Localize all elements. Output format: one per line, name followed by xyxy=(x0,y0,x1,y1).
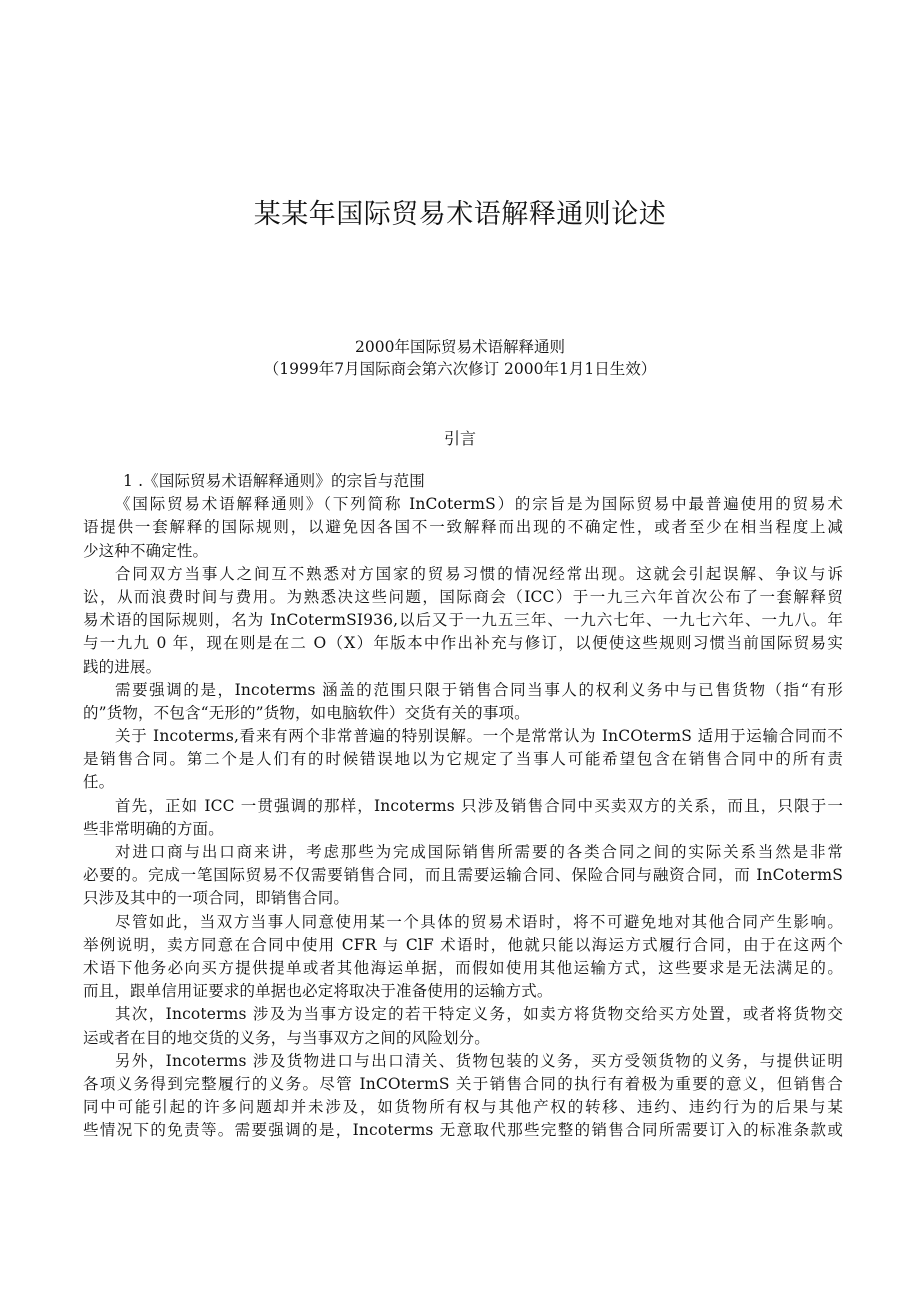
document-revision-note: （1999年7月国际商会第六次修订 2000年1月1日生效） xyxy=(263,360,657,378)
paragraph-line: 必要的。完成一笔国际贸易不仅需要销售合同，而且需要运输合同、保险合同与融资合同，而 InCotermS xyxy=(83,866,843,885)
document-body xyxy=(83,470,843,1142)
paragraph-line: 《国际贸易术语解释通则》（下列简称 InCotermS）的宗旨是为国际贸易中最普遍使用的贸易术 xyxy=(115,495,843,514)
paragraph-line: 与一九九 0 年，现在则是在二 O（X）年版本中作出补充与修订，以便使这些规则习惯当前国际贸易实 xyxy=(83,634,843,653)
paragraph-line: 任。 xyxy=(83,773,115,792)
paragraph-line: 易术语的国际规则，名为 InCotermSI936,以后又于一九五三年、一九六七年、一九七六年、一九八。年 xyxy=(83,611,843,630)
paragraph xyxy=(83,841,843,911)
paragraph-line: 各项义务得到完整履行的义务。尽管 InCOtermS 关于销售合同的执行有着极为重要的意义，但销售合 xyxy=(83,1074,843,1093)
paragraph-line: 同中可能引起的许多问题却并未涉及，如货物所有权与其他产权的转移、违约、违约行为的后果与某 xyxy=(83,1098,843,1117)
document-subtitle: 2000年国际贸易术语解释通则 xyxy=(355,338,565,356)
paragraph-line: 其次，Incoterms 涉及为当事方设定的若干特定义务，如卖方将货物交给买方处置，或者将货物交 xyxy=(115,1005,843,1024)
paragraph xyxy=(83,795,843,841)
paragraph-line: 需要强调的是，Incoterms 涵盖的范围只限于销售合同当事人的权利义务中与已售货物（指“有形 xyxy=(115,680,843,699)
paragraph-line: 践的进展。 xyxy=(83,657,162,676)
paragraph-line: 些情况下的免责等。需要强调的是，Incoterms 无意取代那些完整的销售合同所需要订入的标准条款或 xyxy=(83,1121,843,1140)
paragraph xyxy=(83,725,843,795)
paragraph-line: 术语下他务必向买方提供提单或者其他海运单据，而假如使用其他运输方式，这些要求是无法满足的。 xyxy=(83,958,843,977)
paragraph-line: 首先，正如 ICC 一贯强调的那样，Incoterms 只涉及销售合同中买卖双方的关系，而且，只限于一 xyxy=(115,796,843,815)
paragraph-line: 运或者在目的地交货的义务，与当事双方之间的风险划分。 xyxy=(83,1028,490,1047)
paragraph-line: 而且，跟单信用证要求的单据也必定将取决于准备使用的运输方式。 xyxy=(83,982,553,1001)
paragraph xyxy=(83,1003,843,1049)
paragraph xyxy=(83,493,843,563)
paragraph-line: 合同双方当事人之间互不熟悉对方国家的贸易习惯的情况经常出现。这就会引起误解、争议与诉 xyxy=(115,564,843,583)
paragraph-line: 尽管如此，当双方当事人同意使用某一个具体的贸易术语时，将不可避免地对其他合同产生影响。 xyxy=(115,912,843,931)
paragraph-line: 些非常明确的方面。 xyxy=(83,819,224,838)
paragraph-line: 语提供一套解释的国际规则，以避免因各国不一致解释而出现的不确定性，或者至少在相当程度上减 xyxy=(83,518,843,537)
paragraph-line: 讼，从而浪费时间与费用。为熟悉决这些问题，国际商会（ICC）于一九三六年首次公布了一套解释贸 xyxy=(83,587,843,606)
paragraph-line: 只涉及其中的一项合同，即销售合同。 xyxy=(83,889,350,908)
paragraph-line: 的”货物，不包含“无形的”货物，如电脑软件）交货有关的事项。 xyxy=(83,703,530,722)
paragraph xyxy=(83,911,843,1004)
paragraph xyxy=(83,1050,843,1143)
section-heading-introduction: 引言 xyxy=(443,429,476,448)
paragraph-line: 是销售合同。第二个是人们有的时候错误地以为它规定了当事人可能希望包含在销售合同中的所有责 xyxy=(83,750,843,769)
document-title: 某某年国际贸易术语解释通则论述 xyxy=(253,199,667,230)
paragraph-line: 关于 Incoterms,看来有两个非常普遍的特别误解。一个是常常认为 InCOtermS 适用于运输合同而不 xyxy=(115,727,843,746)
section-1-heading: 1 .《国际贸易术语解释通则》的宗旨与范围 xyxy=(123,472,425,490)
paragraph xyxy=(83,679,843,725)
paragraph-line: 少这种不确定性。 xyxy=(83,541,209,560)
paragraph-line: 对进口商与出口商来讲，考虑那些为完成国际销售所需要的各类合同之间的实际关系当然是非常 xyxy=(115,843,843,861)
paragraph-line: 举例说明，卖方同意在合同中使用 CFR 与 ClF 术语时，他就只能以海运方式履行合同，由于在这两个 xyxy=(83,935,843,954)
paragraph-line: 另外，Incoterms 涉及货物进口与出口清关、货物包装的义务，买方受领货物的义务，与提供证明 xyxy=(115,1051,843,1070)
paragraph xyxy=(83,563,843,679)
